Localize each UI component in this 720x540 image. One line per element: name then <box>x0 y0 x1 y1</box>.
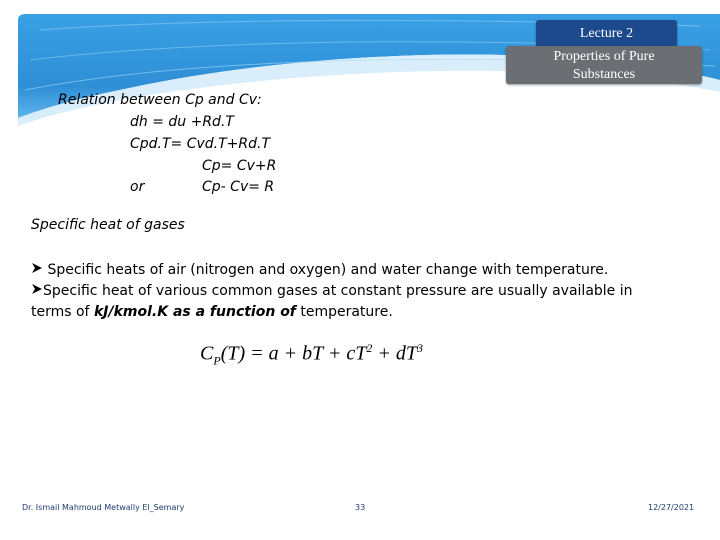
arrow-bullet-icon <box>31 283 43 299</box>
bullet-1-text: Specific heats of air (nitrogen and oxygen) and water change with temperature. <box>47 262 609 278</box>
relation-eq-1: dh = du +Rd.T <box>130 114 234 130</box>
bullet-2-continuation <box>31 304 393 320</box>
topic-badge <box>506 46 702 84</box>
bullet-2-text-line1: Specific heat of various common gases at constant pressure are usually available in <box>43 283 633 299</box>
bullet-2-post: temperature. <box>295 304 393 320</box>
relation-or-label: or <box>130 179 145 195</box>
arrow-bullet-icon <box>31 262 43 278</box>
relation-eq-3: Cp= Cv+R <box>202 158 277 174</box>
section-heading: Specific heat of gases <box>31 217 185 233</box>
relation-title: Relation between Cp and Cv: <box>58 92 262 108</box>
relation-eq-2: Cpd.T= Cvd.T+Rd.T <box>130 136 271 152</box>
topic-line-2: Substances <box>572 67 636 82</box>
formula-exponent-3: 3 <box>417 341 424 355</box>
formula-subscript: P <box>213 353 221 368</box>
formula-lhs: C <box>200 342 214 365</box>
bullet-2-bold: kJ/kmol.K as a function of <box>93 304 296 320</box>
relation-eq-4: Cp- Cv= R <box>202 179 275 195</box>
lecture-badge: Lecture 2 <box>536 20 677 48</box>
footer-page-number: 33 <box>355 503 366 512</box>
formula-exponent-2: 2 <box>366 341 373 355</box>
bullet-2 <box>31 283 633 299</box>
footer-date: 12/27/2021 <box>648 503 695 512</box>
bullet-1 <box>31 262 608 278</box>
topic-line-1: Properties of Pure <box>553 49 655 64</box>
formula-dt-term: + dT <box>372 342 418 365</box>
cp-formula <box>200 341 423 369</box>
bullet-2-pre: terms of <box>31 304 94 320</box>
formula-body: (T) = a + bT + cT <box>220 342 367 365</box>
footer-author: Dr. Ismail Mahmoud Metwally El_Semary <box>22 503 185 512</box>
